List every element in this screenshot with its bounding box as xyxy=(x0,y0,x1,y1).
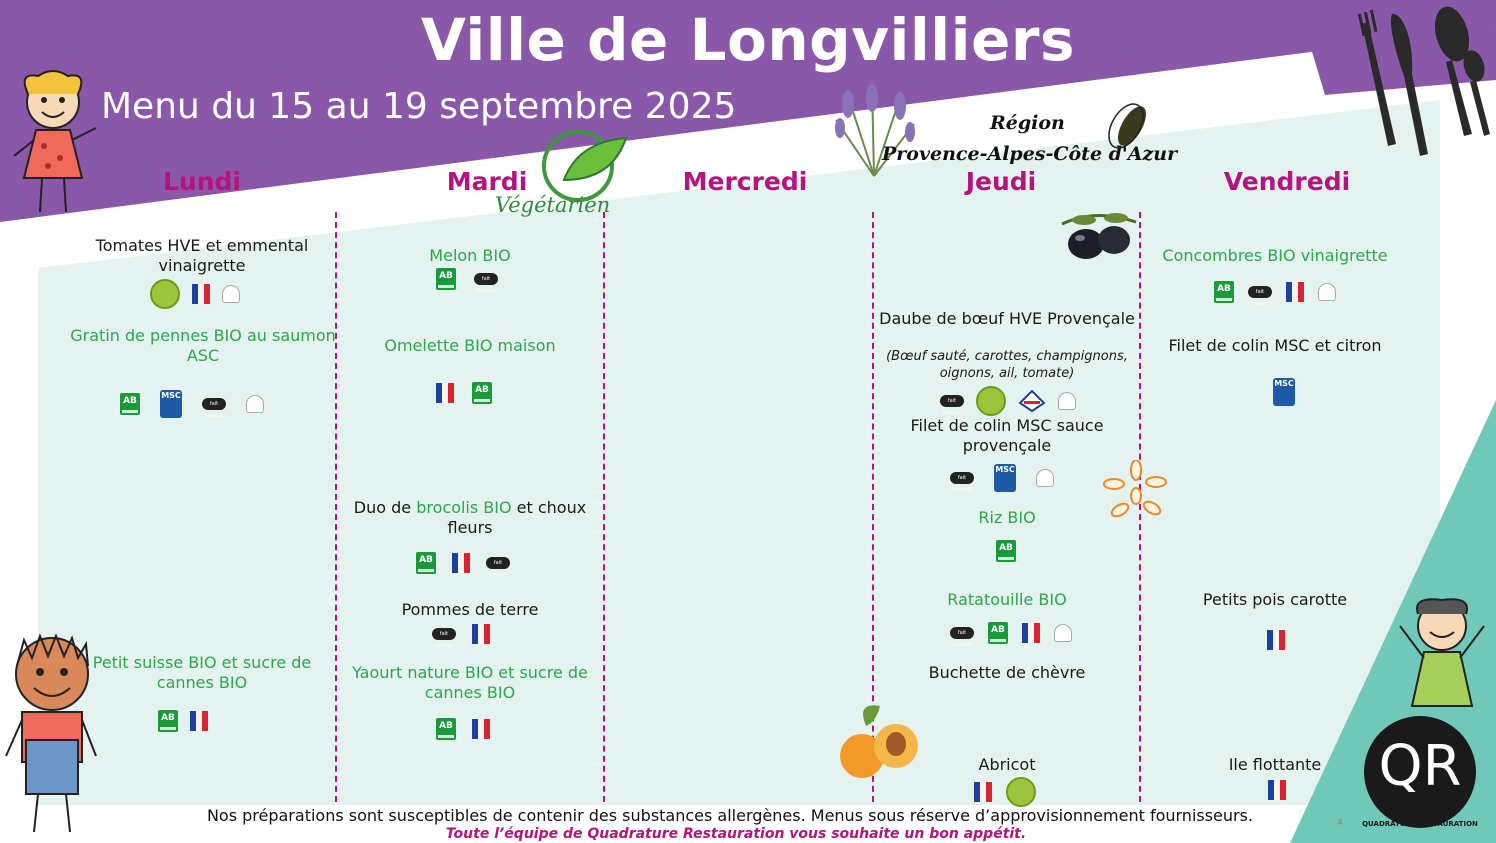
vendredi-plat: Filet de colin MSC et citron xyxy=(1168,336,1382,355)
mardi-accompagnement: Pommes de terre xyxy=(401,600,539,619)
ab-organic-icon: AB xyxy=(1214,281,1234,303)
mardi-accompagnement-labels xyxy=(432,624,490,649)
chef-hat-icon xyxy=(222,285,240,303)
ab-organic-icon: AB xyxy=(472,382,492,404)
french-origin-icon xyxy=(472,624,490,644)
olives-illustration xyxy=(1056,202,1142,266)
lundi-dessert: Petit suisse BIO et sucre de cannes BIO xyxy=(92,653,312,692)
day-vendredi: Vendredi xyxy=(1223,167,1351,196)
hve-label-icon xyxy=(1006,777,1036,807)
chef-hat-icon xyxy=(1054,624,1072,642)
jeudi-legume-labels xyxy=(950,622,1072,648)
mardi-legume-bio: brocolis BIO xyxy=(416,498,512,517)
page-number: 4 xyxy=(1337,818,1343,828)
hve-label-icon xyxy=(150,279,180,309)
lundi-entree-labels xyxy=(150,279,240,309)
mardi-legume-post: et choux fleurs xyxy=(447,498,587,537)
jeudi-accompagnement-labels xyxy=(996,540,1016,562)
jeudi-dessert-labels xyxy=(974,777,1036,807)
region-label-line1: Région xyxy=(990,112,1065,134)
lundi-plat: Gratin de pennes BIO au saumon ASC xyxy=(70,326,336,365)
mardi-entree: Melon BIO xyxy=(429,246,511,265)
fait-maison-icon: fait maison xyxy=(950,627,974,639)
jeudi-fromage: Buchette de chèvre xyxy=(928,663,1086,682)
mardi-dessert-labels xyxy=(436,718,490,740)
mardi-legume xyxy=(340,498,600,538)
day-lundi: Lundi xyxy=(163,167,241,196)
mardi-entree-labels xyxy=(436,268,498,294)
jeudi-plat-note: (Bœuf sauté, carottes, champignons, oignons, ail, tomate) xyxy=(886,349,1128,381)
french-origin-icon xyxy=(1286,282,1304,302)
lundi-plat-labels xyxy=(120,390,264,418)
lundi-entree: Tomates HVE et emmental vinaigrette xyxy=(95,236,309,275)
jeudi-accompagnement: Riz BIO xyxy=(978,508,1036,527)
french-origin-icon xyxy=(472,719,490,739)
fait-maison-icon: fait maison xyxy=(950,472,974,484)
vendredi-dessert: Ile flottante xyxy=(1228,755,1322,774)
lavender-illustration xyxy=(826,80,922,180)
chef-hat-icon xyxy=(1318,283,1336,301)
french-origin-icon xyxy=(190,711,208,731)
chef-hat-icon xyxy=(246,395,264,413)
fait-maison-icon: fait maison xyxy=(474,273,498,285)
vendredi-legume: Petits pois carotte xyxy=(1202,590,1348,609)
msc-label-icon: MSC xyxy=(994,464,1016,492)
jeudi-plat2-labels xyxy=(950,464,1054,492)
fait-maison-icon: fait maison xyxy=(486,557,510,569)
fait-maison-icon: fait maison xyxy=(940,395,964,407)
day-mercredi: Mercredi xyxy=(682,167,808,196)
vendredi-legume-labels xyxy=(1267,630,1285,650)
column-separator xyxy=(603,212,605,802)
fait-maison-icon: fait maison xyxy=(432,628,456,640)
apricot-illustration xyxy=(836,700,922,782)
allergen-notice: Nos préparations sont susceptibles de contenir des substances allergènes. Menus sous réserve d’approvisionnement fournisseurs. xyxy=(206,806,1254,825)
region-label-line2: Provence-Alpes-Côte d'Azur xyxy=(882,143,1178,165)
jeudi-plat-labels xyxy=(940,386,1076,416)
ab-organic-icon: AB xyxy=(158,710,178,732)
french-origin-icon xyxy=(1268,780,1286,800)
mardi-legume-pre: Duo de xyxy=(353,498,417,517)
vendredi-dessert-labels xyxy=(1268,780,1286,800)
vegetarian-label: Végétarien xyxy=(495,193,611,217)
vendredi-plat-labels xyxy=(1273,378,1295,406)
ab-organic-icon: AB xyxy=(988,622,1008,644)
bon-appetit-message: Toute l’équipe de Quadrature Restauration vous souhaite un bon appétit. xyxy=(445,826,1027,842)
ab-organic-icon: AB xyxy=(120,393,140,415)
logo-letters: QR xyxy=(1378,734,1462,799)
rice-illustration xyxy=(1100,460,1172,524)
fait-maison-icon: fait maison xyxy=(1248,286,1272,298)
jeudi-plat2: Filet de colin MSC sauce provençale xyxy=(910,416,1104,455)
french-origin-icon xyxy=(452,553,470,573)
page-title: Ville de Longvilliers xyxy=(421,6,1075,74)
menu-date-range: Menu du 15 au 19 septembre 2025 xyxy=(101,86,737,127)
hve-label-icon xyxy=(976,386,1006,416)
girl-right-illustration xyxy=(1392,596,1492,736)
column-separator xyxy=(335,212,337,802)
chef-hat-icon xyxy=(1036,469,1054,487)
jeudi-dessert: Abricot xyxy=(978,755,1036,774)
fait-maison-icon: fait maison xyxy=(202,398,226,410)
french-origin-icon xyxy=(974,782,992,802)
viande-francaise-icon xyxy=(1018,389,1046,413)
chef-hat-icon xyxy=(1058,392,1076,410)
vendredi-entree-labels xyxy=(1214,281,1336,307)
cutlery-icon xyxy=(1352,4,1492,164)
msc-label-icon: MSC xyxy=(1273,378,1295,406)
ab-organic-icon: AB xyxy=(436,718,456,740)
vendredi-entree: Concombres BIO vinaigrette xyxy=(1162,246,1388,265)
brand-name: QUADRATURE RESTAURATION xyxy=(1362,820,1478,828)
mardi-plat-labels xyxy=(436,382,492,404)
ab-organic-icon: AB xyxy=(996,540,1016,562)
mardi-plat: Omelette BIO maison xyxy=(384,336,556,355)
lundi-dessert-labels xyxy=(158,710,208,732)
french-origin-icon xyxy=(436,383,454,403)
cicada-icon xyxy=(1104,92,1160,156)
msc-label-icon: MSC xyxy=(160,390,182,418)
ab-organic-icon: AB xyxy=(416,552,436,574)
day-jeudi: Jeudi xyxy=(965,167,1037,196)
french-origin-icon xyxy=(1267,630,1285,650)
mardi-dessert: Yaourt nature BIO et sucre de cannes BIO xyxy=(352,663,588,702)
french-origin-icon xyxy=(1022,623,1040,643)
day-mardi: Mardi xyxy=(446,167,528,196)
jeudi-plat: Daube de bœuf HVE Provençale xyxy=(879,309,1135,328)
mardi-legume-labels xyxy=(416,552,510,578)
jeudi-legume: Ratatouille BIO xyxy=(947,590,1067,609)
french-origin-icon xyxy=(192,284,210,304)
ab-organic-icon: AB xyxy=(436,268,456,290)
